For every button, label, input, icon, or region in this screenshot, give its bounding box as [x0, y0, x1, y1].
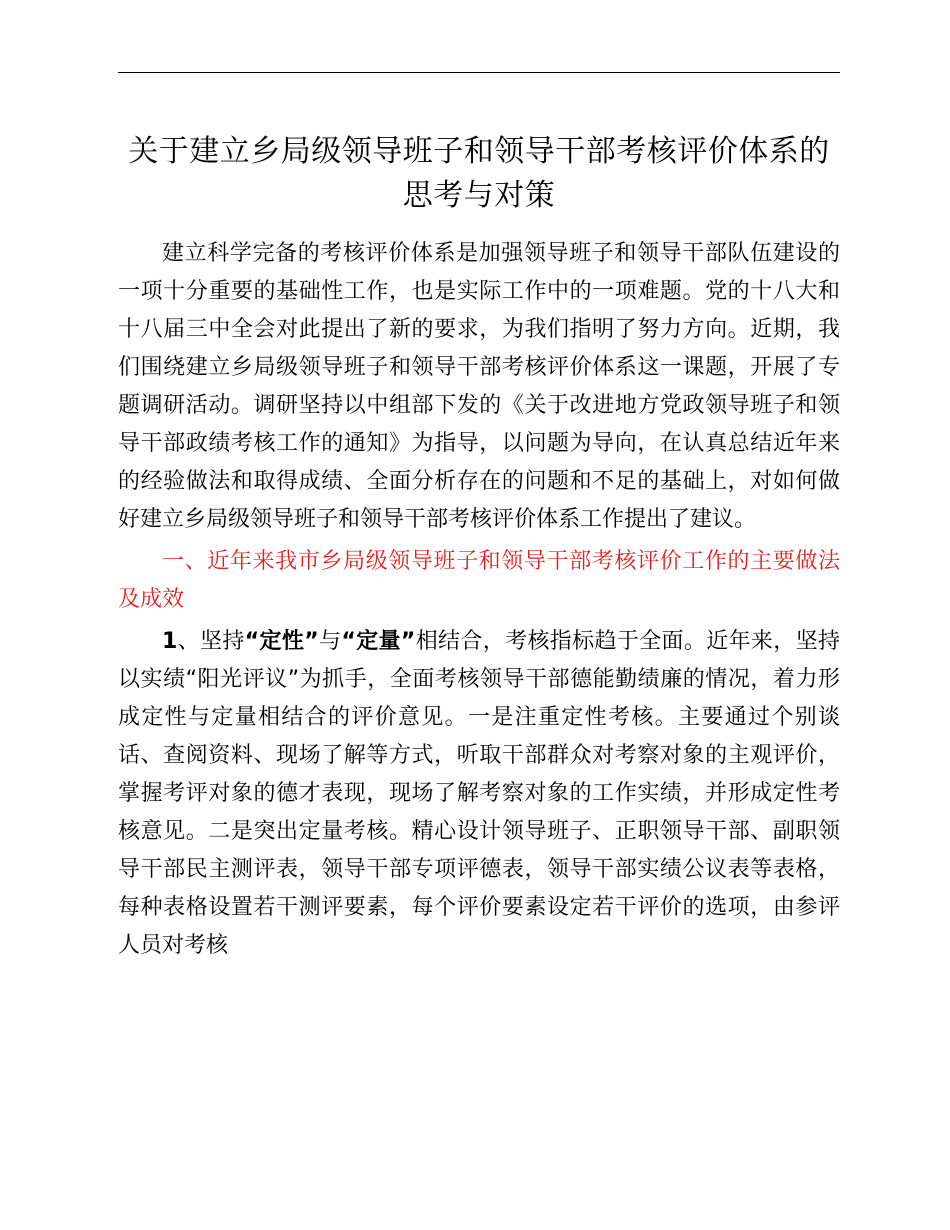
intro-paragraph: 建立科学完备的考核评价体系是加强领导班子和领导干部队伍建设的一项十分重要的基础性工作，也是实际工作中的一项难题。党的十八大和十八届三中全会对此提出了新的要求，为我们指明了努力方向。近期，我们围绕建立乡局级领导班子和领导干部考核评价体系这一课题，开展了专题调研活动。调研坚持以中组部下发的《关于改进地方党政领导班子和领导干部政绩考核工作的通知》为指导，以问题为导向，在认真总结近年来的经验做法和取得成绩、全面分析存在的问题和不足的基础上，对如何做好建立乡局级领导班子和领导干部考核评价体系工作提出了建议。 [118, 241, 840, 532]
term-quantitative: “定量” [341, 629, 416, 654]
header-rule [118, 72, 840, 73]
term-qualitative: “定性” [244, 629, 319, 654]
point-number: 1 [162, 629, 178, 654]
point-text-segment: 、坚持 [177, 629, 245, 654]
document-title: 关于建立乡局级领导班子和领导干部考核评价体系的思考与对策 [128, 134, 830, 213]
point-body-text: 相结合，考核指标趋于全面。近年来，坚持以实绩“阳光评议”为抓手，全面考核领导干部德能勤绩廉的情况，着力形成定性与定量相结合的评价意见。一是注重定性考核。主要通过个别谈话、查阅资料、现场了解等方式，听取干部群众对考察对象的主观评价，掌握考评对象的德才表现，现场了解考察对象的工作实绩，并形成定性考核意见。二是突出定量考核。精心设计领导班子、正职领导干部、副职领导干部民主测评表，领导干部专项评德表，领导干部实绩公议表等表格，每种表格设置若干测评要素，每个评价要素设定若干评价的选项，由参评人员对考核 [118, 629, 840, 958]
document-body [118, 130, 840, 969]
section-heading-1: 一、近年来我市乡局级领导班子和领导干部考核评价工作的主要做法及成效 [118, 549, 840, 612]
point-text-segment: 与 [318, 629, 342, 654]
point-1-paragraph [118, 623, 840, 965]
